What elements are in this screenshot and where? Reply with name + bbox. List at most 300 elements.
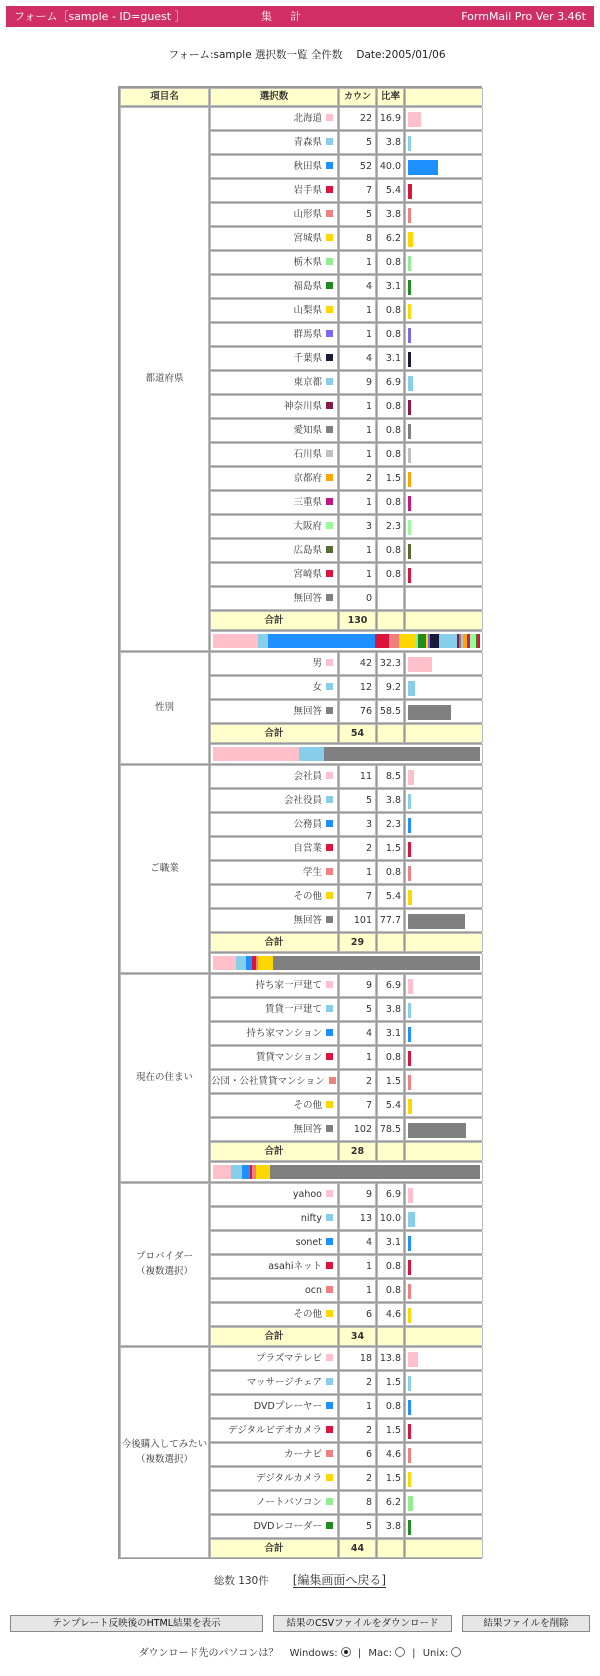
table-row — [210, 323, 483, 347]
ratio-cell: 58.5 — [377, 700, 404, 723]
table-row — [210, 652, 483, 676]
color-swatch — [326, 450, 333, 457]
color-swatch — [326, 1474, 333, 1481]
ratio-cell: 0.8 — [377, 323, 404, 346]
bar-cell — [405, 998, 483, 1021]
bar-cell — [405, 1443, 483, 1466]
table-row — [210, 1491, 483, 1515]
choice-label: 公務員 — [293, 819, 322, 830]
choice-cell — [210, 1443, 338, 1466]
ratio-bar — [408, 256, 411, 271]
ratio-cell: 0.8 — [377, 861, 404, 884]
count-cell: 7 — [339, 885, 376, 908]
choice-cell — [210, 347, 338, 370]
choice-cell — [210, 107, 338, 130]
count-cell: 4 — [339, 1231, 376, 1254]
count-cell: 18 — [339, 1347, 376, 1370]
choice-label: sonet — [295, 1237, 322, 1248]
count-cell: 9 — [339, 371, 376, 394]
bar-cell — [405, 587, 483, 610]
table-row — [210, 419, 483, 443]
choice-label: 神奈川県 — [283, 401, 322, 412]
form-id-title: フォーム［sample - ID=guest ］ — [14, 10, 186, 23]
total-blank — [377, 1327, 404, 1346]
bar-cell — [405, 1515, 483, 1538]
total-value: 34 — [339, 1327, 376, 1346]
choice-cell — [210, 1467, 338, 1490]
choice-cell — [210, 275, 338, 298]
stacked-segment — [389, 634, 399, 648]
color-swatch — [326, 1214, 333, 1221]
count-cell: 4 — [339, 347, 376, 370]
table-row — [210, 1094, 483, 1118]
page-heading: 集計 — [261, 10, 319, 23]
stacked-segment — [242, 1165, 250, 1179]
table-row — [210, 539, 483, 563]
count-cell: 1 — [339, 251, 376, 274]
section-3 — [119, 974, 483, 1183]
header-item-name: 項目名 — [120, 88, 209, 106]
bar-cell — [405, 347, 483, 370]
count-cell: 7 — [339, 1094, 376, 1117]
choice-label: 広島県 — [293, 545, 322, 556]
choice-label: ocn — [304, 1285, 322, 1296]
color-swatch — [326, 1053, 333, 1060]
color-swatch — [326, 498, 333, 505]
ratio-bar — [408, 1376, 411, 1391]
bar-cell — [405, 1491, 483, 1514]
stacked-segment — [273, 956, 480, 970]
table-row — [210, 789, 483, 813]
ratio-bar — [408, 544, 411, 559]
stacked-segment — [258, 634, 268, 648]
count-cell: 8 — [339, 1491, 376, 1514]
ratio-bar — [408, 1212, 415, 1227]
header-graph — [405, 88, 483, 106]
choice-label: 賃貸マンション — [255, 1052, 322, 1063]
count-cell: 9 — [339, 974, 376, 997]
table-row — [210, 861, 483, 885]
bar-cell — [405, 179, 483, 202]
summary-title — [0, 47, 600, 62]
choice-label: 女 — [312, 682, 322, 693]
color-swatch — [326, 981, 333, 988]
count-cell: 5 — [339, 789, 376, 812]
count-cell: 1 — [339, 419, 376, 442]
choice-label: DVDプレーヤー — [253, 1401, 322, 1412]
bar-cell — [405, 885, 483, 908]
count-cell: 6 — [339, 1443, 376, 1466]
ratio-cell: 0.8 — [377, 443, 404, 466]
total-row — [210, 1142, 483, 1162]
total-blank — [405, 1142, 483, 1161]
choice-cell — [210, 1207, 338, 1230]
color-swatch — [326, 820, 333, 827]
bar-cell — [405, 1231, 483, 1254]
table-row — [210, 227, 483, 251]
ratio-bar — [408, 232, 413, 247]
section-name: ご職業 — [120, 765, 209, 973]
bar-cell — [405, 563, 483, 586]
stacked-segment — [213, 634, 258, 648]
table-row — [210, 1255, 483, 1279]
section-name: プロバイダー （複数選択） — [120, 1183, 209, 1346]
bar-cell — [405, 227, 483, 250]
ratio-bar — [408, 1236, 411, 1251]
table-row — [210, 251, 483, 275]
ratio-cell: 0.8 — [377, 1046, 404, 1069]
table-row — [210, 515, 483, 539]
choice-label: 京都府 — [293, 473, 322, 484]
total-row — [210, 1539, 483, 1559]
ratio-cell: 3.1 — [377, 275, 404, 298]
ratio-bar — [408, 1075, 411, 1090]
summary-title-text: フォーム:sample 選択数一覧 全件数 — [168, 49, 343, 61]
table-row — [210, 998, 483, 1022]
count-cell: 8 — [339, 227, 376, 250]
color-swatch — [326, 1262, 333, 1269]
total-label: 合計 — [210, 1327, 338, 1346]
color-swatch — [326, 683, 333, 690]
count-cell: 1 — [339, 539, 376, 562]
ratio-bar — [408, 160, 438, 175]
choice-cell — [210, 700, 338, 723]
stacked-segment — [236, 956, 246, 970]
ratio-cell: 1.5 — [377, 1371, 404, 1394]
choice-label: マッサージチェア — [246, 1377, 322, 1388]
choice-cell — [210, 1515, 338, 1538]
choice-label: asahiネット — [268, 1261, 322, 1272]
color-swatch — [326, 1005, 333, 1012]
color-swatch — [326, 210, 333, 217]
show-html-result-button[interactable]: テンプレート反映後のHTML結果を表示 — [10, 1615, 263, 1632]
delete-result-button[interactable]: 結果ファイルを削除 — [462, 1615, 590, 1632]
stacked-segment — [375, 634, 389, 648]
choice-cell — [210, 371, 338, 394]
ratio-cell: 3.1 — [377, 347, 404, 370]
mac-radio[interactable] — [395, 1647, 405, 1657]
table-row — [210, 885, 483, 909]
stacked-segment — [270, 1165, 480, 1179]
bar-cell — [405, 789, 483, 812]
choice-label: yahoo — [292, 1189, 322, 1200]
total-label: 合計 — [210, 611, 338, 630]
ratio-bar — [408, 914, 465, 929]
choice-cell — [210, 1347, 338, 1370]
color-swatch — [326, 1378, 333, 1385]
ratio-cell: 2.3 — [377, 515, 404, 538]
color-swatch — [326, 1354, 333, 1361]
mac-label: Mac: — [368, 1648, 392, 1659]
ratio-cell: 1.5 — [377, 467, 404, 490]
ratio-cell: 8.5 — [377, 765, 404, 788]
count-cell: 0 — [339, 587, 376, 610]
ratio-bar — [408, 112, 421, 127]
ratio-bar — [408, 1496, 413, 1511]
ratio-cell: 40.0 — [377, 155, 404, 178]
choice-label: 持ち家マンション — [246, 1028, 322, 1039]
choice-cell — [210, 1046, 338, 1069]
bar-cell — [405, 652, 483, 675]
bar-cell — [405, 1118, 483, 1141]
choice-cell — [210, 299, 338, 322]
total-label: 合計 — [210, 1142, 338, 1161]
total-blank — [377, 933, 404, 952]
table-row — [210, 1207, 483, 1231]
ratio-cell: 3.8 — [377, 998, 404, 1021]
ratio-bar — [408, 352, 411, 367]
count-cell: 6 — [339, 1303, 376, 1326]
bar-cell — [405, 419, 483, 442]
count-cell: 5 — [339, 131, 376, 154]
ratio-cell: 1.5 — [377, 1419, 404, 1442]
color-swatch — [326, 522, 333, 529]
ratio-cell: 1.5 — [377, 1467, 404, 1490]
bar-cell — [405, 107, 483, 130]
color-swatch — [326, 594, 333, 601]
section-2 — [119, 765, 483, 974]
bar-cell — [405, 765, 483, 788]
choice-cell — [210, 1070, 338, 1093]
count-cell: 42 — [339, 652, 376, 675]
choice-cell — [210, 1491, 338, 1514]
choice-cell — [210, 131, 338, 154]
ratio-cell: 1.5 — [377, 837, 404, 860]
stacked-summary-bar — [210, 744, 483, 764]
bar-cell — [405, 203, 483, 226]
section-1 — [119, 652, 483, 765]
choice-cell — [210, 1303, 338, 1326]
count-cell: 2 — [339, 1467, 376, 1490]
total-value: 130 — [339, 611, 376, 630]
table-row — [210, 155, 483, 179]
choice-label: 群馬県 — [293, 329, 322, 340]
choice-label: 福島県 — [293, 281, 322, 292]
stacked-segment — [299, 747, 324, 761]
choice-cell — [210, 1118, 338, 1141]
choice-label: 学生 — [302, 867, 322, 878]
section-5 — [119, 1347, 483, 1559]
bar-cell — [405, 1419, 483, 1442]
bar-cell — [405, 539, 483, 562]
color-swatch — [326, 1238, 333, 1245]
total-blank — [405, 611, 483, 630]
color-swatch — [326, 1286, 333, 1293]
table-row — [210, 1347, 483, 1371]
table-row — [210, 1303, 483, 1327]
choice-label: 岩手県 — [293, 185, 322, 196]
download-csv-button[interactable]: 結果のCSVファイルをダウンロード — [273, 1615, 452, 1632]
color-swatch — [326, 1125, 333, 1132]
table-row — [210, 1046, 483, 1070]
header-ratio: 比率 — [377, 88, 404, 106]
choice-label: 賃貸一戸建て — [264, 1004, 322, 1015]
choice-label: 宮崎県 — [293, 569, 322, 580]
choice-cell — [210, 1231, 338, 1254]
color-swatch — [326, 844, 333, 851]
table-row — [210, 395, 483, 419]
bar-cell — [405, 700, 483, 723]
ratio-bar — [408, 1448, 411, 1463]
ratio-cell: 3.8 — [377, 1515, 404, 1538]
ratio-bar — [408, 842, 411, 857]
stacked-segment — [324, 747, 480, 761]
choice-label: デジタルカメラ — [256, 1473, 322, 1484]
ratio-cell: 0.8 — [377, 419, 404, 442]
stacked-summary-bar — [210, 631, 483, 651]
stacked-segment — [268, 634, 375, 648]
ratio-cell: 1.5 — [377, 1070, 404, 1093]
bar-cell — [405, 909, 483, 932]
choice-label: 栃木県 — [293, 257, 322, 268]
stacked-segment — [256, 1165, 270, 1179]
color-swatch — [326, 1190, 333, 1197]
total-blank — [405, 724, 483, 743]
choice-label: 会社役員 — [283, 795, 322, 806]
choice-cell — [210, 861, 338, 884]
bar-cell — [405, 974, 483, 997]
unix-radio[interactable] — [451, 1647, 461, 1657]
count-cell: 76 — [339, 700, 376, 723]
ratio-cell: 0.8 — [377, 395, 404, 418]
choice-label: 無回答 — [293, 1124, 322, 1135]
stacked-segment — [430, 634, 438, 648]
bar-cell — [405, 813, 483, 836]
table-row — [210, 909, 483, 933]
total-count-text: 総数 130件 — [213, 1575, 269, 1587]
color-swatch — [326, 659, 333, 666]
choice-cell — [210, 251, 338, 274]
ratio-bar — [408, 400, 411, 415]
color-swatch — [326, 474, 333, 481]
choice-label: 愛知県 — [293, 425, 322, 436]
choice-label: 公団・公社賃貸マンション — [211, 1076, 325, 1087]
bar-cell — [405, 299, 483, 322]
stacked-summary-bar — [210, 1162, 483, 1182]
ratio-cell: 0.8 — [377, 299, 404, 322]
stacked-segment — [231, 1165, 241, 1179]
choice-cell — [210, 155, 338, 178]
ratio-bar — [408, 1472, 411, 1487]
footer — [0, 1571, 600, 1588]
bar-cell — [405, 1279, 483, 1302]
table-row — [210, 1118, 483, 1142]
section-name: 今後購入してみたい （複数選択） — [120, 1347, 209, 1558]
choice-label: 無回答 — [293, 593, 322, 604]
choice-cell — [210, 837, 338, 860]
color-swatch — [326, 282, 333, 289]
choice-cell — [210, 1183, 338, 1206]
bar-cell — [405, 323, 483, 346]
choice-label: 自営業 — [293, 843, 322, 854]
ratio-bar — [408, 424, 411, 439]
edit-screen-link[interactable]: [編集画面へ戻る] — [292, 1573, 387, 1587]
stacked-segment — [258, 956, 272, 970]
color-swatch — [326, 916, 333, 923]
count-cell: 5 — [339, 203, 376, 226]
ratio-bar — [408, 496, 411, 511]
total-row — [210, 1327, 483, 1347]
ratio-cell: 6.9 — [377, 371, 404, 394]
count-cell: 9 — [339, 1183, 376, 1206]
bar-cell — [405, 1303, 483, 1326]
ratio-cell: 2.3 — [377, 813, 404, 836]
color-swatch — [326, 772, 333, 779]
bar-cell — [405, 395, 483, 418]
choice-cell — [210, 419, 338, 442]
choice-label: 会社員 — [293, 771, 322, 782]
ratio-cell: 0.8 — [377, 1255, 404, 1278]
choice-cell — [210, 1022, 338, 1045]
stacked-segment — [399, 634, 416, 648]
table-row — [210, 813, 483, 837]
color-swatch — [326, 1498, 333, 1505]
ratio-bar — [408, 1520, 411, 1535]
color-swatch — [326, 892, 333, 899]
table-row — [210, 1419, 483, 1443]
windows-radio[interactable] — [341, 1647, 351, 1657]
bar-cell — [405, 467, 483, 490]
total-blank — [405, 933, 483, 952]
download-target-options — [0, 1644, 600, 1659]
section-4 — [119, 1183, 483, 1347]
count-cell: 13 — [339, 1207, 376, 1230]
choice-label: 北海道 — [293, 113, 322, 124]
bar-cell — [405, 251, 483, 274]
download-question: ダウンロード先のパソコンは？ — [138, 1648, 279, 1659]
ratio-cell: 5.4 — [377, 885, 404, 908]
count-cell: 1 — [339, 563, 376, 586]
choice-label: nifty — [300, 1213, 322, 1224]
count-cell: 3 — [339, 515, 376, 538]
ratio-cell: 9.2 — [377, 676, 404, 699]
separator: | — [412, 1648, 416, 1659]
ratio-bar — [408, 890, 412, 905]
ratio-bar — [408, 520, 411, 535]
table-row — [210, 347, 483, 371]
choice-label: 持ち家一戸建て — [255, 980, 322, 991]
choice-label: 無回答 — [293, 706, 322, 717]
table-row — [210, 275, 483, 299]
choice-cell — [210, 909, 338, 932]
table-row — [210, 837, 483, 861]
choice-cell — [210, 1395, 338, 1418]
stacked-segment — [439, 634, 457, 648]
count-cell: 2 — [339, 837, 376, 860]
color-swatch — [326, 162, 333, 169]
total-blank — [377, 1539, 404, 1558]
bar-cell — [405, 443, 483, 466]
color-swatch — [326, 306, 333, 313]
choice-label: プラズマテレビ — [256, 1353, 322, 1364]
section-name: 性別 — [120, 652, 209, 764]
total-blank — [405, 1327, 483, 1346]
ratio-bar — [408, 1123, 466, 1138]
table-row — [210, 299, 483, 323]
choice-cell — [210, 467, 338, 490]
ratio-cell: 3.8 — [377, 203, 404, 226]
choice-cell — [210, 974, 338, 997]
color-swatch — [326, 1029, 333, 1036]
count-cell: 1 — [339, 323, 376, 346]
ratio-bar — [408, 1308, 411, 1323]
ratio-bar — [408, 1260, 411, 1275]
table-row — [210, 1279, 483, 1303]
count-cell: 102 — [339, 1118, 376, 1141]
total-value: 54 — [339, 724, 376, 743]
total-value: 28 — [339, 1142, 376, 1161]
choice-cell — [210, 813, 338, 836]
